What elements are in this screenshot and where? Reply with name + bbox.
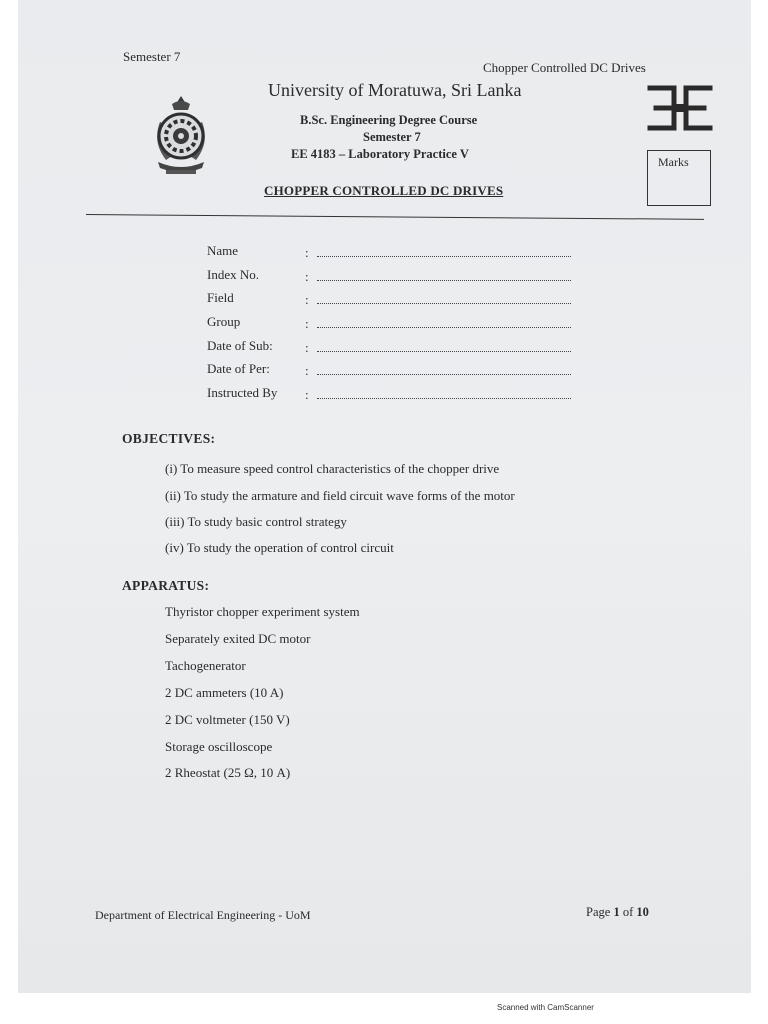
page-total: 10 xyxy=(636,905,649,919)
field-label-date-per: Date of Per: xyxy=(207,361,270,376)
field-colon: : xyxy=(305,316,309,331)
list-item: Storage oscilloscope xyxy=(165,739,273,754)
document-title: CHOPPER CONTROLLED DC DRIVES xyxy=(264,183,504,198)
field-label-instructed-by: Instructed By xyxy=(207,385,278,400)
field-label-index: Index No. xyxy=(207,267,259,282)
list-item: (ii) To study the armature and field circuit wave forms of the motor xyxy=(165,488,515,503)
index-field[interactable] xyxy=(317,279,571,281)
field-colon: : xyxy=(305,292,309,307)
marks-box xyxy=(647,150,711,206)
field-colon: : xyxy=(305,245,309,260)
name-field[interactable] xyxy=(317,255,571,257)
semester-header-left: Semester 7 xyxy=(123,49,181,64)
ee-department-logo-icon xyxy=(644,82,716,134)
field-colon: : xyxy=(305,363,309,378)
list-item: (i) To measure speed control characteristics of the chopper drive xyxy=(165,461,500,476)
list-item: Tachogenerator xyxy=(165,658,246,673)
marks-label: Marks xyxy=(658,155,689,169)
date-sub-field[interactable] xyxy=(317,350,571,352)
module-code: EE 4183 – Laboratory Practice V xyxy=(291,147,469,161)
page-prefix: Page xyxy=(586,905,614,919)
field-label-date-sub: Date of Sub: xyxy=(207,338,273,353)
scanner-watermark: Scanned with CamScanner xyxy=(497,1003,594,1012)
field-label-name: Name xyxy=(207,243,239,258)
semester-line: Semester 7 xyxy=(363,130,421,144)
field-label-field: Field xyxy=(207,290,234,305)
list-item: 2 Rheostat (25 Ω, 10 A) xyxy=(165,765,291,780)
list-item: Thyristor chopper experiment system xyxy=(165,604,360,619)
list-item: (iv) To study the operation of control circuit xyxy=(165,540,394,555)
document-page xyxy=(18,0,751,993)
objectives-heading: OBJECTIVES: xyxy=(122,431,216,446)
university-crest-icon xyxy=(142,92,220,182)
university-name: University of Moratuwa, Sri Lanka xyxy=(268,80,522,100)
apparatus-heading: APPARATUS: xyxy=(122,578,210,593)
field-of-study-field[interactable] xyxy=(317,302,571,304)
course-name: B.Sc. Engineering Degree Course xyxy=(300,113,478,127)
group-field[interactable] xyxy=(317,326,571,328)
header-divider xyxy=(86,214,704,220)
field-label-group: Group xyxy=(207,314,241,329)
page-current: 1 xyxy=(613,905,620,919)
list-item: (iii) To study basic control strategy xyxy=(165,514,347,529)
page-number xyxy=(586,905,649,920)
date-per-field[interactable] xyxy=(317,373,571,375)
field-colon: : xyxy=(305,387,309,402)
field-colon: : xyxy=(305,269,309,284)
field-colon: : xyxy=(305,340,309,355)
page-of: of xyxy=(619,905,637,919)
instructed-by-field[interactable] xyxy=(317,397,571,399)
footer-department: Department of Electrical Engineering - UoM xyxy=(95,908,311,922)
list-item: Separately exited DC motor xyxy=(165,631,311,646)
list-item: 2 DC ammeters (10 A) xyxy=(165,685,284,700)
list-item: 2 DC voltmeter (150 V) xyxy=(165,712,290,727)
topic-header-right: Chopper Controlled DC Drives xyxy=(483,60,646,75)
